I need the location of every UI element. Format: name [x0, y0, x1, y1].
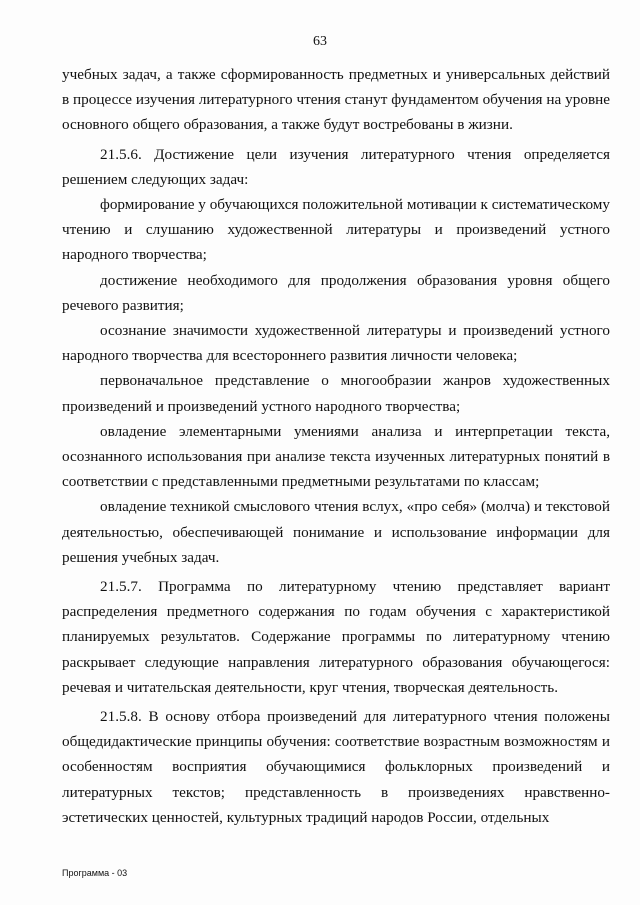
paragraph-task-speech: достижение необходимого для продолжения образования уровня общего речевого развития;	[62, 271, 610, 314]
paragraph-intro: учебных задач, а также сформированность предметных и универсальных действий в процессе изучения литературного чтения станут фундаментом обучения на уровне основного общего образования, а также будут востребованы в жизни.	[62, 66, 610, 134]
paragraph-21-5-8: 21.5.8. В основу отбора произведений для литературного чтения положены общедидактические принципы обучения: соответствие возрастным возможностям и особенностям восприятия обучающимися фольклорных произведений и литературных текстов; представленность в произведениях нравственно-эстетических ценностей, культурных традиций народов России, отдельных	[62, 708, 610, 826]
page-number: 63	[313, 34, 327, 49]
paragraph-task-motivation: формирование у обучающихся положительной мотивации к систематическому чтению и слушанию художественной литературы и произведений устного народного творчества;	[62, 196, 610, 264]
paragraph-21-5-6: 21.5.6. Достижение цели изучения литературного чтения определяется решением следующих задач:	[62, 145, 610, 188]
paragraph-21-5-7: 21.5.7. Программа по литературному чтению представляет вариант распределения предметного содержания по годам обучения с характеристикой планируемых результатов. Содержание программы по литературному чтению раскрывает следующие направления литературного образования обучающегося: речевая и читательская деятельности, круг чтения, творческая деятельность.	[62, 578, 610, 696]
paragraph-task-analysis: овладение элементарными умениями анализа и интерпретации текста, осознанного использования при анализе текста изученных литературных понятий в соответствии с представленными предметными результатами по классам;	[62, 422, 610, 491]
paragraph-task-genres: первоначальное представление о многообразии жанров художественных произведений и произведений устного народного творчества;	[62, 372, 610, 415]
paragraph-task-significance: осознание значимости художественной литературы и произведений устного народного творчества для всестороннего развития личности человека;	[62, 322, 610, 365]
page-footer: Программа - 03	[62, 868, 128, 878]
document-body	[62, 62, 610, 830]
paragraph-task-reading: овладение техникой смыслового чтения вслух, «про себя» (молча) и текстовой деятельностью, обеспечивающей понимание и использование информации для решения учебных задач.	[62, 498, 610, 566]
